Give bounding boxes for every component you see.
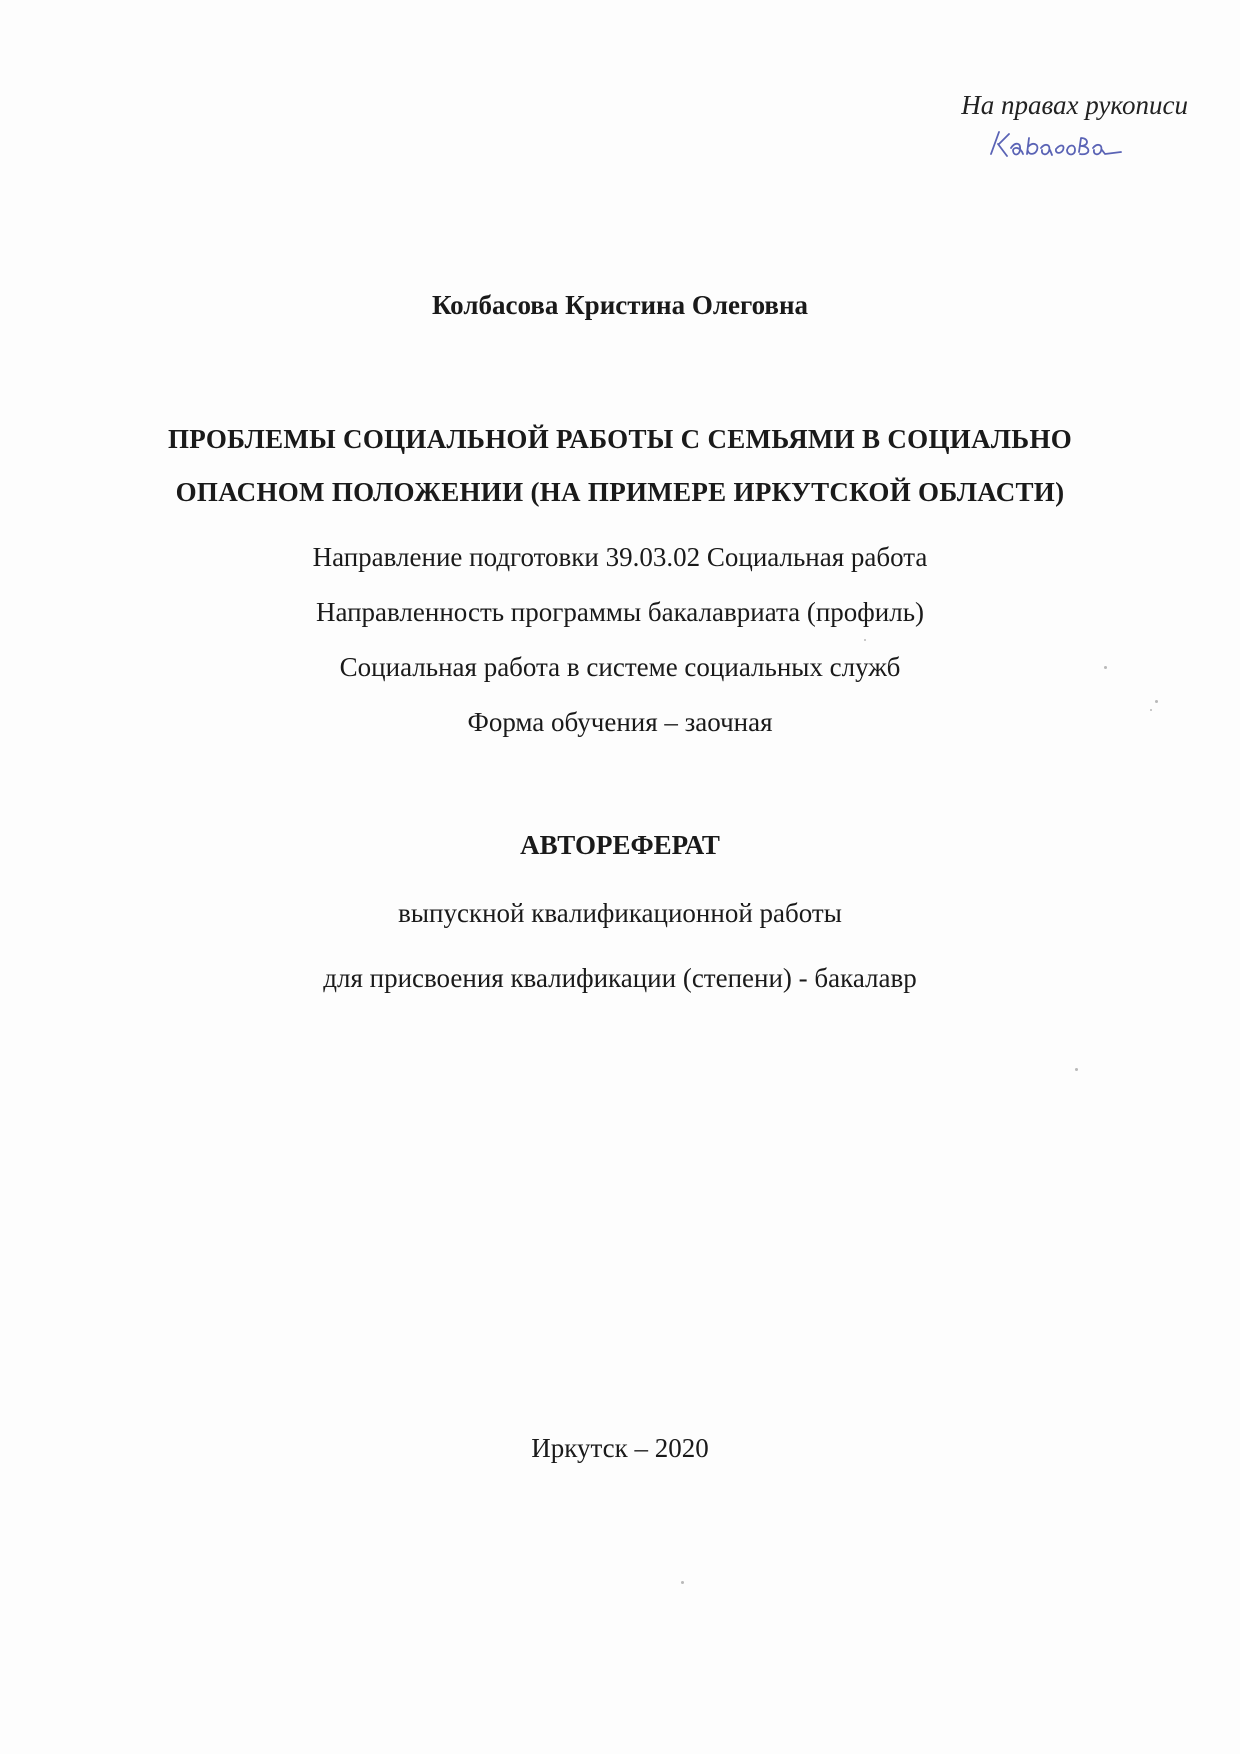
scan-speck xyxy=(1104,666,1107,669)
program-direction: Направление подготовки 39.03.02 Социальная работа xyxy=(312,542,928,572)
rights-note: На правах рукописи xyxy=(961,90,1188,120)
program-focus: Направленность программы бакалавриата (профиль) xyxy=(315,597,924,627)
scan-speck xyxy=(1150,709,1152,711)
scan-speck xyxy=(864,639,866,641)
city-year: Иркутск – 2020 xyxy=(531,1433,709,1463)
document-type: АВТОРЕФЕРАТ xyxy=(520,830,720,860)
scan-speck xyxy=(1075,1068,1078,1071)
program-profile: Социальная работа в системе социальных служб xyxy=(339,652,901,682)
document-subtitle-1: выпускной квалификационной работы xyxy=(398,898,842,928)
thesis-title-line-2: ОПАСНОМ ПОЛОЖЕНИИ (НА ПРИМЕРЕ ИРКУТСКОЙ ОБЛАСТИ) xyxy=(175,477,1065,507)
study-form: Форма обучения – заочная xyxy=(467,707,773,737)
scan-speck xyxy=(681,1581,684,1584)
document-subtitle-2: для присвоения квалификации (степени) - бакалавр xyxy=(323,963,917,993)
handwritten-signature xyxy=(985,124,1125,166)
thesis-title-line-1: ПРОБЛЕМЫ СОЦИАЛЬНОЙ РАБОТЫ С СЕМЬЯМИ В СОЦИАЛЬНО xyxy=(167,424,1073,454)
author-name: Колбасова Кристина Олеговна xyxy=(431,290,809,320)
scan-speck xyxy=(1155,700,1158,703)
